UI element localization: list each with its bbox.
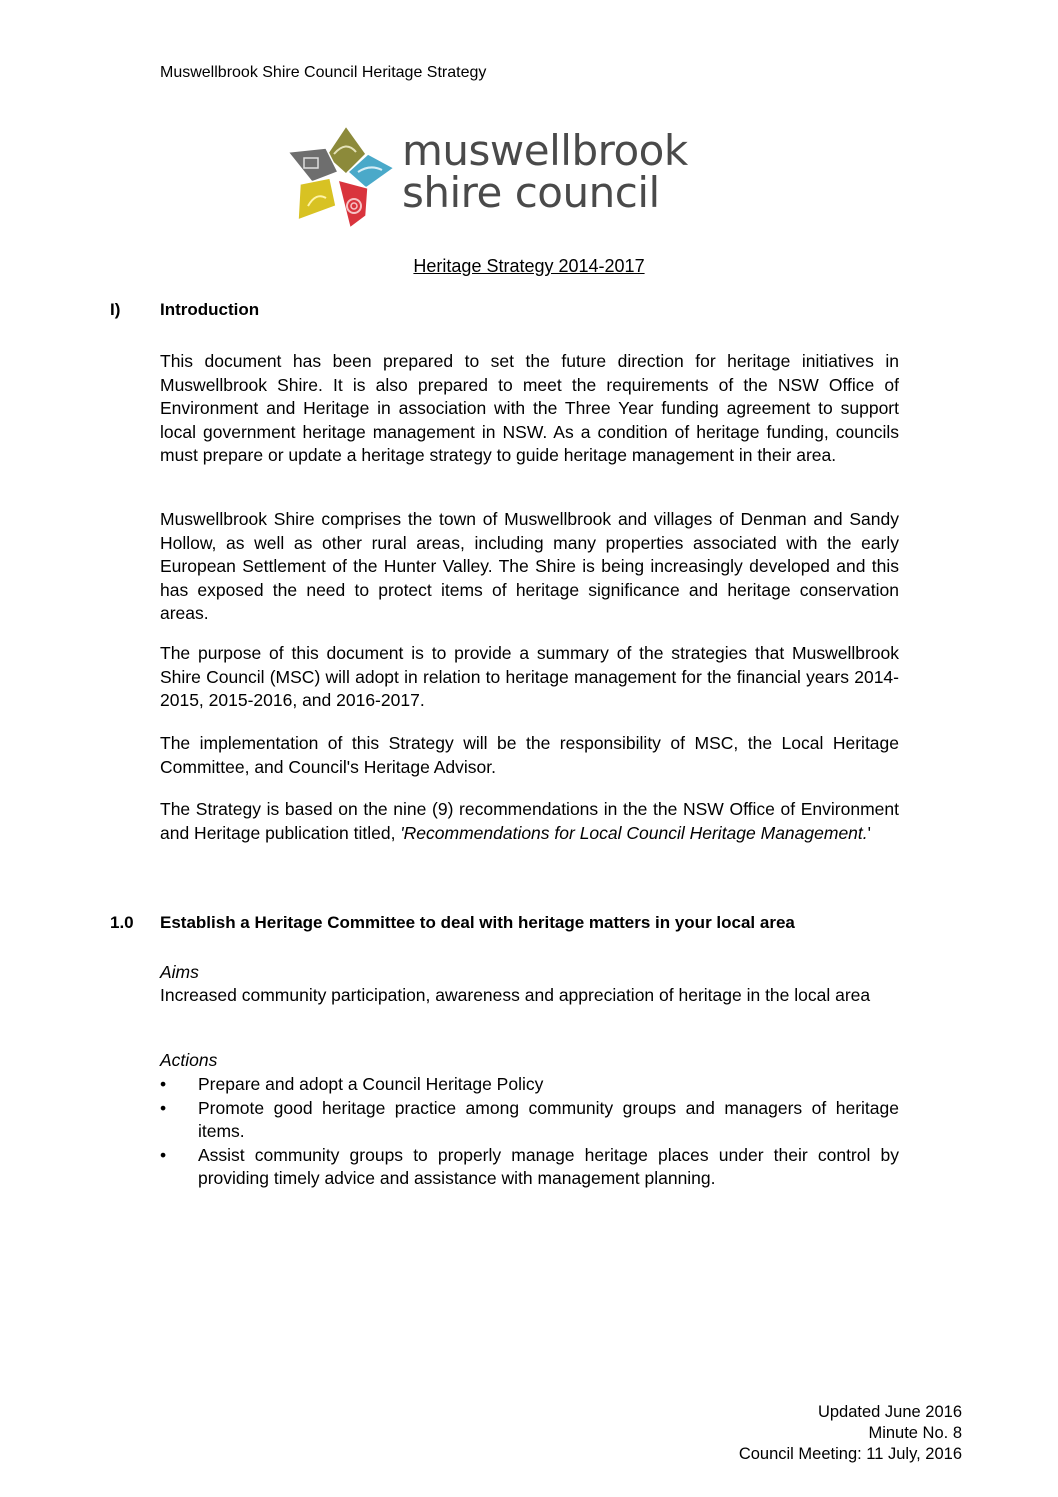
recommendations-suffix: ' [867, 822, 871, 843]
document-title: Heritage Strategy 2014-2017 [413, 256, 645, 276]
council-logo [286, 124, 736, 230]
footer-updated: Updated June 2016 [817, 1403, 962, 1421]
bullet-icon: • [160, 1144, 167, 1165]
intro-paragraph-4: The implementation of this Strategy will be the responsibility of MSC, the Local Heritage Committee, and Council's Heritage Advisor. [160, 733, 899, 777]
recommendations-text: The Strategy is based on the nine (9) recommendations in the the NSW Office of Environment and Heritage publication titled, [160, 799, 899, 843]
intro-paragraph-1: This document has been prepared to set the future direction for heritage initiatives in Muswellbrook Shire. It is also prepared to meet the requirements of the NSW Office of Environment and Heritage in association with the Three Year funding agreement to support local government heritage management in NSW. As a condition of heritage funding, councils must prepare or update a heritage strategy to guide heritage management in their area. [160, 351, 899, 465]
action-text: Prepare and adopt a Council Heritage Policy [198, 1074, 544, 1094]
footer-minute: Minute No. 8 [868, 1424, 962, 1442]
intro-paragraph-2: Muswellbrook Shire comprises the town of Muswellbrook and villages of Denman and Sandy Hollow, as well as other rural areas, including many properties associated with the early European Settlement of the Hunter Valley. The Shire is being increasingly developed and this has exposed the need to protect items of heritage significance and heritage conservation areas. [160, 509, 899, 623]
running-header: Muswellbrook Shire Council Heritage Strategy [160, 64, 487, 81]
logo-line-1: muswellbrook [402, 126, 688, 175]
aims-label: Aims [160, 962, 199, 982]
intro-paragraph-5 [160, 798, 899, 845]
footer [739, 1402, 962, 1465]
star-logo-icon [286, 124, 396, 230]
bullet-icon: • [160, 1074, 167, 1094]
bullet-icon: • [160, 1097, 167, 1118]
aims-text: Increased community participation, awareness and appreciation of heritage in the local area [160, 985, 871, 1005]
list-item [160, 1097, 899, 1144]
recommendations-publication-title: 'Recommendations for Local Council Heritage Management. [400, 822, 868, 843]
actions-list [160, 1073, 899, 1191]
logo-line-2: shire council [402, 168, 660, 217]
intro-heading-text: Introduction [160, 300, 260, 319]
list-item [160, 1144, 899, 1191]
footer-meeting: Council Meeting: 11 July, 2016 [738, 1445, 962, 1463]
section-1-heading-text: Establish a Heritage Committee to deal with heritage matters in your local area [160, 913, 795, 932]
logo-wordmark [402, 126, 688, 217]
action-text: Promote good heritage practice among community groups and managers of heritage items. [198, 1097, 899, 1141]
actions-label: Actions [160, 1050, 218, 1070]
action-text: Assist community groups to properly manage heritage places under their control by providing timely advice and assistance with management planning. [198, 1144, 899, 1188]
intro-heading-number: I) [110, 300, 121, 319]
intro-paragraph-3: The purpose of this document is to provide a summary of the strategies that Muswellbrook Shire Council (MSC) will adopt in relation to heritage management for the financial years 2014-2015, 2015-2016, and 2016-2017. [160, 643, 899, 710]
list-item [160, 1073, 899, 1097]
section-1-number: 1.0 [110, 913, 134, 932]
